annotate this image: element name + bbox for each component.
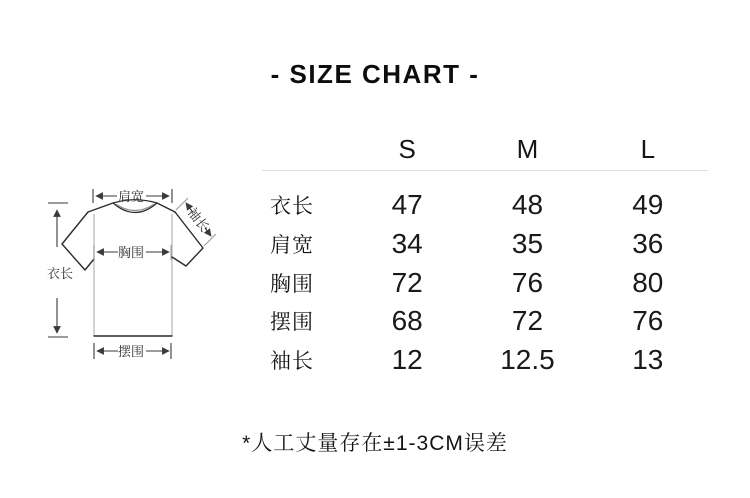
cell-value: 49 [632, 189, 664, 221]
cell-value: 13 [632, 344, 664, 376]
table-row-shoulder-width [262, 225, 708, 264]
garment-length-label: 衣长 [46, 266, 74, 281]
cell-value: 36 [632, 228, 664, 260]
tshirt-outline [62, 203, 203, 336]
cell-value: 72 [511, 305, 544, 337]
table-row-hem [262, 302, 708, 341]
row-label: 胸围 [270, 272, 314, 296]
measurement-disclaimer: *人工丈量存在±1-3CM误差 [242, 432, 508, 455]
size-table-body [262, 171, 708, 379]
hem-label: 摆围 [117, 344, 145, 359]
column-header-s: S [398, 133, 416, 164]
cell-value: 48 [511, 189, 544, 221]
table-row-sleeve-length [262, 341, 708, 380]
sleeve-length-label: 袖长 [184, 204, 213, 235]
cell-value: 12.5 [500, 344, 555, 376]
cell-value: 12 [391, 344, 423, 376]
row-label: 衣长 [270, 195, 314, 219]
size-table [262, 128, 708, 379]
row-label: 袖长 [270, 350, 314, 374]
cell-value: 72 [391, 266, 423, 298]
shoulder-width-label: 肩宽 [117, 189, 145, 204]
cell-value: 47 [391, 189, 423, 221]
size-table-header [262, 128, 708, 170]
table-row-chest [262, 263, 708, 302]
row-label: 肩宽 [270, 234, 314, 258]
column-header-l: L [640, 133, 656, 164]
tshirt-measurement-diagram [30, 170, 255, 375]
row-label: 摆围 [270, 311, 314, 335]
cell-value: 68 [391, 305, 423, 337]
cell-value: 34 [391, 228, 423, 260]
chest-label: 胸围 [117, 245, 145, 260]
cell-value: 35 [511, 228, 544, 260]
table-row-garment-length [262, 186, 708, 225]
column-header-m: M [516, 133, 539, 164]
cell-value: 80 [632, 266, 664, 298]
cell-value: 76 [511, 266, 544, 298]
cell-value: 76 [632, 305, 664, 337]
tshirt-body-seams [94, 214, 172, 336]
page-title: - SIZE CHART - [270, 59, 480, 89]
